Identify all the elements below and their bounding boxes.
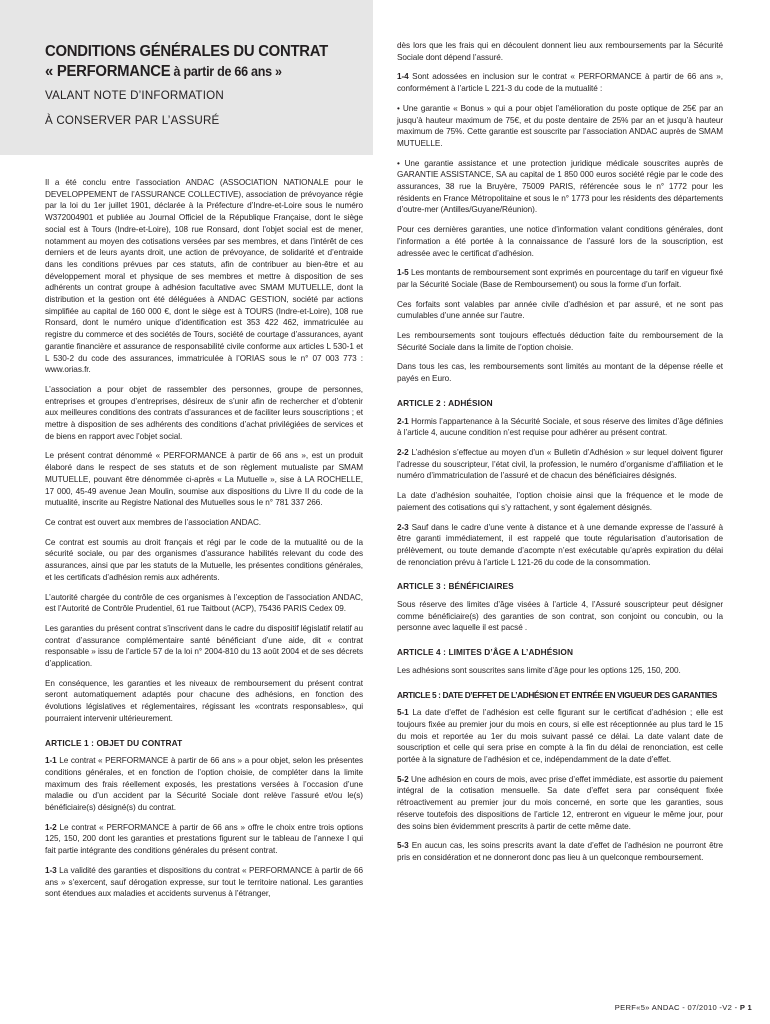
bullet-bonus: • Une garantie « Bonus » qui a pour objet l’amélioration du poste optique de 25€ par an jusqu’à hauteur maximum de 75€, et du poste dentaire de 25% par an et jusqu’à hauteur maximum de 75%. Cette garantie est souscrite par l’association ANDAC auprès de SMAM MUTUELLE. [397,103,723,148]
clause-number: 1-4 [397,72,409,82]
clause-number: 2-2 [397,447,409,457]
footer-reference: PERF«5» ANDAC - 07/2010 -V2 - [614,1003,738,1012]
header-band [0,0,373,155]
paragraph: L’autorité chargée du contrôle de ces organismes à l’exception de l’association ANDAC, est l’Autorité de Contrôle Prudentiel, 61 rue Taitbout (ACP), 75436 PARIS Cedex 09. [45,592,363,614]
subtitle-note: VALANT NOTE D’INFORMATION [45,89,224,102]
clause-2-2 [397,447,723,482]
clause-text: Le contrat « PERFORMANCE à partir de 66 ans » a pour objet, selon les présentes conditions générales, et en fonction de l’option choisie, de compléter dans la limite maximum des frais réellement exposés, les prestations versées à l’occasion d’une maladie ou d’un accident par la Sécurité Sociale dont relève l’assuré et/ou le(s) bénéficiaire(s) désigné(s) du contrat. [45,756,363,813]
clause-1-4 [397,71,723,94]
paragraph: En conséquence, les garanties et les niveaux de remboursement du présent contrat seront automatiquement adaptés pour chacune des adhésions, en fonction des évolutions législatives et réglementaires, régissant les «contrats responsables», qui pourraient intervenir ultérieurement. [45,678,363,723]
clause-number: 1-5 [397,268,409,278]
clause-text: En aucun cas, les soins prescrits avant la date d’effet de l’adhésion ne pourront être pris en considération et ne donneront donc pas lieu à un quelconque remboursement. [397,841,723,862]
clause-5-3 [397,840,723,863]
clause-number: 5-2 [397,774,409,784]
title-line-2-rest: à partir de 66 ans » [170,64,282,79]
paragraph: Les garanties du présent contrat s’inscrivent dans le cadre du dispositif législatif relatif au contrat d’assurance complémentaire santé bénéficiant d’une aide, dit « contrat responsable » issu de l’article 57 de la loi n° 2004-810 du 13 août 2004 et de ses décrets d’application. [45,623,363,669]
paragraph: dès lors que les frais qui en découlent donnent lieu aux remboursements par la Sécurité Sociale dont dépend l’assuré. [397,41,723,62]
paragraph: Ces forfaits sont valables par année civile d’adhésion et par assuré, et ne sont pas cumulables d’une année sur l’autre. [397,299,723,321]
article-5-heading: ARTICLE 5 : DATE D’EFFET DE L’ADHÉSION ET ENTRÉE EN VIGUEUR DES GARANTIES [397,689,718,700]
clause-2-3 [397,522,723,569]
page-number: P 1 [739,1003,752,1012]
clause-text: La date d’effet de l’adhésion est celle figurant sur le certificat d’adhésion ; elle est toujours fixée au premier jour du mois en cours, si elle est réceptionnée au plus tard le 15 du mois et reportée au 1er du mois suivant passé ce délai. La date valant date de souscription et celle qui sera prise en compte à la fin du délai de renonciation, est celle portée à la signature de l’adhésion et ce, indépendamment de la date d’effet. [397,708,723,765]
paragraph: Pour ces dernières garanties, une notice d’information valant conditions générales, dont l’information a été portée à la connaissance de l’assuré lors de la souscription, est adressée avec le certificat d’adhésion. [397,225,723,258]
clause-number: 1-1 [45,756,57,766]
paragraph: La date d’adhésion souhaitée, l’option choisie ainsi que la fréquence et le mode de paiement des cotisations qui s’y rattachent, y sont également désignés. [397,491,723,512]
paragraph: Les adhésions sont souscrites sans limite d’âge pour les options 125, 150, 200. [397,665,681,675]
clause-1-2 [45,822,363,857]
clause-number: 1-2 [45,822,57,832]
clause-1-5 [397,267,723,290]
clause-2-1 [397,416,723,439]
clause-number: 5-1 [397,708,409,718]
clause-number: 2-1 [397,416,409,426]
clause-text: Le contrat « PERFORMANCE à partir de 66 ans » offre le choix entre trois options 125, 150, 200 dont les garanties et prestations figurent sur le tableau de l’annexe I qui fait partie intégrante des conditions générales du présent contrat. [45,822,363,856]
clause-text: L’adhésion s’effectue au moyen d’un « Bulletin d’Adhésion » sur lequel doivent figurer l’adresse du souscripteur, l’état civil, la profession, le numéro d’organisme d’affiliation et le numéro d’immatriculation de l’assuré et de chacun des bénéficiaires désignés. [397,447,723,481]
page-footer [615,1003,752,1012]
clause-number: 1-3 [45,865,57,875]
subtitle-keep: À CONSERVER PAR L’ASSURÉ [45,114,220,127]
paragraph: Le présent contrat dénommé « PERFORMANCE à partir de 66 ans », est un produit élaboré dans le respect de ses statuts et de son règlement mutualiste par SMAM MUTUELLE, pouvant être dénommée ci-après « La Mutuelle », sise à LA ROCHELLE, 17 000, 45-49 avenue Jean Moulin, soumise aux dispositions du Livre II du code de la mutualité, inscrite au Registre National des Mutuelles sous le n° 781 337 266. [45,451,363,508]
bullet-assistance: • Une garantie assistance et une protection juridique médicale souscrites auprès de GARANTIE ASSISTANCE, SA au capital de 1 850 000 euros société régie par le code des assurances, 38 rue la Bruyère, 75009 PARIS, référencée sous le n° 1772 pour les résidents en France Métropolitaine et sous le n° 1773 pour les résidents des départements d’outre-mer (Antilles/Guyane/Réunion). [397,158,723,215]
title-line-2-bold: « PERFORMANCE [45,63,171,80]
clause-1-3 [45,865,363,900]
article-2-heading: ARTICLE 2 : ADHÉSION [397,397,493,408]
document-title [45,42,343,82]
paragraph: Dans tous les cas, les remboursements sont limités au montant de la dépense réelle et payés en Euro. [397,362,723,384]
paragraph: Ce contrat est soumis au droit français et régi par le code de la mutualité ou de la sécurité sociale, ou par des organismes d’assurance habilités relevant du code des assurances, ainsi que par les statuts de la Mutuelle, les présentes conditions générales, et les certificats d’adhésion remis aux adhérents. [45,537,363,582]
paragraph: Sous réserve des limites d’âge visées à l’article 4, l’Assuré souscripteur peut désigner comme bénéficiaire(s) des garanties de son contrat, son conjoint ou concubin, ou la personne avec laquelle il est pacsé . [397,600,723,633]
clause-text: Les montants de remboursement sont exprimés en pourcentage du tarif en vigueur fixé par la Sécurité Sociale (Base de Remboursement) ou sous la forme d’un forfait. [397,268,723,289]
article-4-heading: ARTICLE 4 : LIMITES D’ÂGE A L’ADHÉSION [397,647,574,658]
paragraph: Ce contrat est ouvert aux membres de l’association ANDAC. [45,517,262,527]
clause-number: 5-3 [397,841,409,851]
clause-text: Sauf dans le cadre d’une vente à distance et à une demande expresse de l’assuré à être garanti immédiatement, il est rappelé que toute régularisation d’autorisation de prélèvement, ou toute demande d’acompte n’est exécutable qu’après expiration du délai de renonciation prévu à l’article L 121-26 du code de la consommation. [397,522,723,567]
clause-text: Hormis l’appartenance à la Sécurité Sociale, et sous réserve des limites d’âge définies à l’article 4, aucune condition n’est requise pour adhérer au présent contrat. [397,416,723,438]
clause-text: La validité des garanties et dispositions du contrat « PERFORMANCE à partir de 66 ans » s’exercent, sauf dérogation expresse, sur tout le territoire national. Les garanties sont étendues aux maladies et accidents survenus à l’étranger, [45,865,363,899]
article-3-heading: ARTICLE 3 : BÉNÉFICIAIRES [397,581,514,592]
left-column [45,177,363,908]
clause-5-2 [397,774,723,833]
right-column [397,40,723,872]
paragraph: L’association a pour objet de rassembler des personnes, groupe de personnes, entreprises et groupes d’entreprises, désireux de s’unir afin de rechercher et d’obtenir aux meilleures conditions des contrats d’assurances et de faciliter leurs souscriptions ; et mettre à disposition de ses adhérents des conditions d’achat privilégiées de services et de biens en rapport avec l’objet social. [45,384,363,441]
paragraph: Les remboursements sont toujours effectués déduction faite du remboursement de la Sécurité Sociale dans la limite de l’option choisie. [397,331,723,352]
preamble-paragraph: Il a été conclu entre l’association ANDAC (ASSOCIATION NATIONALE pour le DEVELOPPEMENT de l’ASSURANCE COLLECTIVE), association de prévoyance régie par la loi du 1er juillet 1901, déclarée à la Préfecture d’Indre-et-Loire sous le numéro W372004901 et publiée au Journal Officiel de la République Française, dont le siège social est à Tours (Indre-et-Loire), 108 rue Ronsard, dont l’objet social est de mener, notamment au moyen des cotisations versées par ses membres, et dans l’intérêt de ces derniers et de leurs ayants droit, une action de prévoyance, de solidarité et d’entraide dans les conditions prévues par ces statuts, afin de contribuer au bien-être et au développement moral et physique de ses membres et mettre à disposition de ses adhérents un contrat groupe à adhésion facultative avec SMAM MUTUELLE, dont la distribution et la gestion ont été déléguées à ANDAC GESTION, société par actions simplifiée au capital de 160 000 €, dont le siège est à TOURS (Indre-et-Loire), 108 rue Ronsard, dont le numéro unique d’identification est 353 422 462, immatriculée au registre du commerce et des sociétés de Tours, société de courtage d’assurances, ayant garantie financière et assurance de responsabilité civile conforme aux articles L 530-1 et L 530-2 du code des assurances, immatriculée à l’ORIAS sous le n° 07 003 773 : www.orias.fr. [45,178,363,375]
clause-text: Une adhésion en cours de mois, avec prise d’effet immédiate, est assortie du paiement intégral de la cotisation mensuelle. Sa date d’effet sera par conséquent fixée rétroactivement au premier jour du mois concerné, en sorte que les garanties, sous réserve toutefois des dispositions de l’article 12, entreront en vigueur le même jour, pour des soins bien évidemment prescrits à partir de cette même date. [397,774,723,831]
clause-5-1 [397,707,723,766]
clause-1-1 [45,755,363,814]
clause-text: Sont adossées en inclusion sur le contrat « PERFORMANCE à partir de 66 ans », conformément à l’article L 221-3 du code de la mutualité : [397,72,723,94]
title-line-1: CONDITIONS GÉNÉRALES DU CONTRAT [45,43,328,60]
clause-number: 2-3 [397,522,409,532]
article-1-heading: ARTICLE 1 : OBJET DU CONTRAT [45,737,183,748]
